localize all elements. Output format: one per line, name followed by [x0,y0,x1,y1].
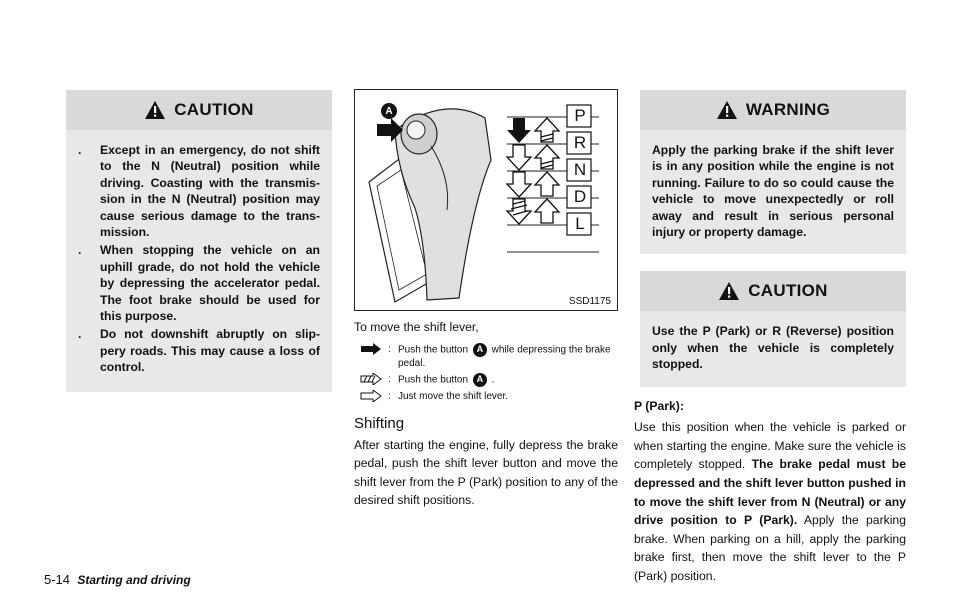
caution-header [640,271,906,311]
button-a-badge: A [473,373,487,387]
section-title-shifting: Shifting [354,414,405,432]
caution-body: Use the P (Park) or R (Reverse) position only when the vehicle is completely stopped. [640,311,906,386]
warning-triangle-icon [144,100,166,120]
page-number: 5-14 [44,572,71,587]
intro-text: To move the shift lever, [354,320,479,334]
warning-title: WARNING [745,100,831,119]
outline-arrow-icon [360,390,382,402]
gear-d-label: D [573,187,587,206]
right-column [634,90,906,586]
gear-l-label: L [575,214,585,233]
gear-p-label: P [574,106,586,125]
shifting-paragraph: After starting the engine, fully depress the brake pedal, push the shift lever button and move the shift lever from the P (Park) position to any of the desired shift positions. [354,437,618,508]
caution-item: . Do not downshift abruptly on slip- pery roads. This may cause a loss of control. [78,327,320,375]
callout-a-label: A [381,103,397,119]
caution-item: . When stopping the vehicle on an uphill grade, do not hold the vehicle by depressing the accelerator pedal. The foot brake should be used for this purpose. [78,243,320,324]
figure-caption: SSD1175 [568,296,611,307]
hatched-arrow-icon [360,373,382,385]
left-column [66,90,332,392]
caution-title: CAUTION [748,281,828,301]
section-name: Starting and driving [77,573,191,587]
legend [354,343,618,403]
caution-title: CAUTION [174,100,254,119]
park-paragraph: Use this position when the vehicle is parked or when starting the engine. Make sure the vehicle is completely stopped. The brake pedal must be depressed and the shift lever button pushed in to move the shift lever from N (Neutral) or any drive position to P (Park). Apply the parking brake. When parking on a hill, apply the parking brake first, then move the shift lever to the P (Park) position. [634,420,906,583]
gear-r-label: R [573,133,587,152]
legend-row-solid: : Push the button A while depressing the brake pedal. [354,343,618,370]
page-footer [44,572,191,587]
solid-arrow-icon [360,343,382,355]
middle-column [354,89,618,510]
gear-n-label: N [573,160,587,179]
park-heading: P (Park): [634,398,684,413]
caution-header [66,90,332,130]
legend-row-outline: : Just move the shift lever. [354,390,618,403]
legend-row-hatched: : Push the button A . [354,373,618,387]
shift-lever-figure [354,89,618,311]
warning-header [640,90,906,130]
warning-triangle-icon [716,100,738,120]
warning-triangle-icon [718,281,740,301]
warning-body: Apply the parking brake if the shift lever is in any position while the engine is not running. Failure to do so could cause the vehicle to move unexpectedly or roll away and result in serious personal injury or property damage. [640,130,906,254]
caution-body [66,130,332,392]
button-a-badge: A [473,343,487,357]
caution-item: . Except in an emergency, do not shift to the N (Neutral) position while driving. Coasting with the transmis- sion in the N (Neutral) position may cause serious damage to the trans- mission. [78,143,320,240]
